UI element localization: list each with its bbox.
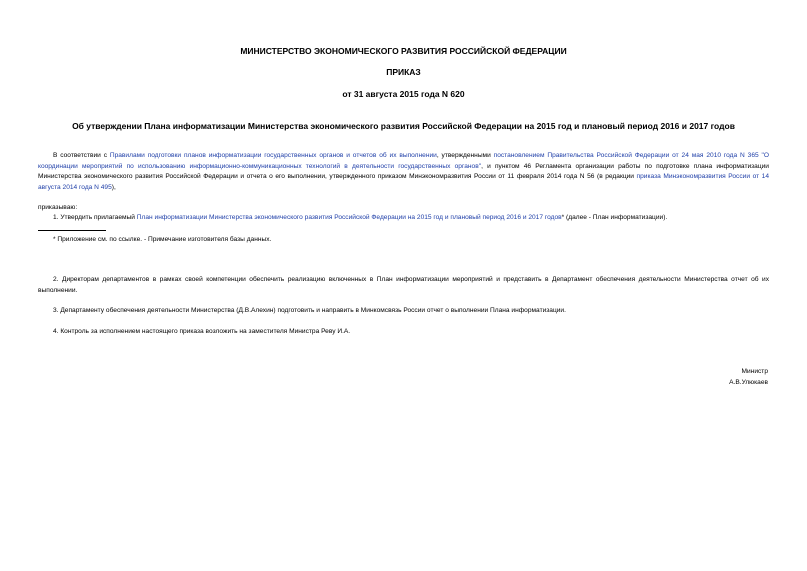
- preamble-text-4: ),: [111, 183, 116, 191]
- preamble-text-2: , утвержденными: [436, 152, 494, 159]
- item-4-paragraph: 4. Контроль за исполнением настоящего приказа возложить на заместителя Министра Реву И.А.: [53, 328, 351, 335]
- link-information-plan-rules[interactable]: Правилами подготовки планов информатизации государственных органов и отчетов об их выполнении: [109, 152, 437, 159]
- item-2-paragraph: 2. Директорам департаментов в рамках своей компетенции обеспечить реализацию включенных в План информатизации мероприятий и представить в Департамент обеспечения деятельности Министерства отчет об их выполнении.: [38, 276, 769, 294]
- preamble-paragraph: [38, 151, 769, 193]
- ministry-heading: МИНИСТЕРСТВО ЭКОНОМИЧЕСКОГО РАЗВИТИЯ РОССИЙСКОЙ ФЕДЕРАЦИИ: [240, 46, 567, 56]
- item-3-paragraph: 3. Департаменту обеспечения деятельности Министерства (Д.В.Алехин) подготовить и направить в Минкомсвязь России отчет о выполнении Плана информатизации.: [53, 307, 566, 314]
- footnote: * Приложение см. по ссылке. - Примечание изготовителя базы данных.: [53, 236, 272, 243]
- doc-type-heading: ПРИКАЗ: [386, 67, 421, 77]
- link-information-plan[interactable]: План информатизации Министерства экономического развития Российской Федерации на 2015 год и плановый период 2016 и 2017 годов: [136, 214, 562, 221]
- document-title: Об утверждении Плана информатизации Министерства экономического развития Российской Федерации на 2015 год и плановый период 2016 и 2017 годов: [72, 121, 735, 131]
- signature-position: Министр: [741, 368, 768, 375]
- signature-name: А.В.Улюкаев: [729, 379, 768, 386]
- order-word: приказываю:: [38, 204, 78, 211]
- item-1-text-2: * (далее - План информатизации).: [561, 214, 668, 221]
- date-number-heading: от 31 августа 2015 года N 620: [342, 89, 465, 99]
- preamble-text-3: , и пунктом 46 Регламента организации работы по подготовке плана информатизации Министерства экономического развития Российской Федерации и отчета о его выполнении, утвержденного приказом Минэкономразвития России от 11 февраля 2014 года N 56 (в редакции: [38, 162, 769, 180]
- link-order-495[interactable]: приказа Минэкономразвития России от 14 августа 2014 года N 495: [38, 173, 769, 191]
- link-government-resolution-365[interactable]: постановлением Правительства Российской Федерации от 24 мая 2010 года N 365 "О координации мероприятий по использованию информационно-коммуникационных технологий в деятельности государственных органов": [38, 152, 769, 170]
- item-1-text-1: 1. Утвердить прилагаемый: [53, 214, 137, 221]
- preamble-text-1: В соответствии с: [53, 152, 110, 159]
- item-1-paragraph: [38, 213, 769, 224]
- footnote-divider: [38, 230, 106, 231]
